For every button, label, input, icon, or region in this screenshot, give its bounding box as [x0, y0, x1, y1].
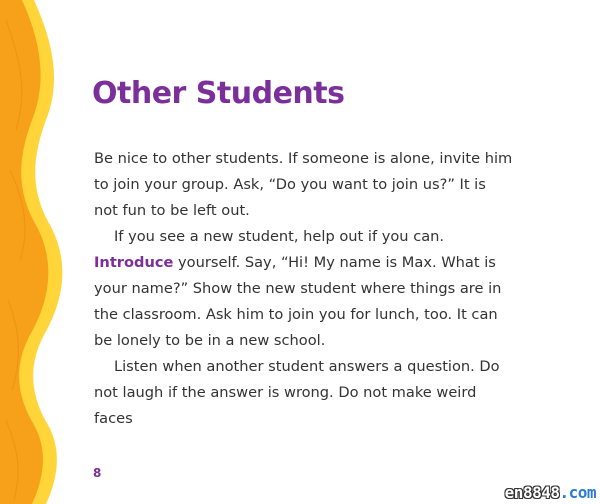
watermark-text: en8848: [504, 483, 560, 502]
body-paragraph: [94, 224, 514, 354]
watermark-accent: .com: [559, 483, 596, 502]
paragraph-text: yourself. Say, “Hi! My name is Max. What is your name?” Show the new student where things are in the classroom. Ask him to join you for lunch, too. It can be lonely to be in a new school.: [94, 254, 502, 349]
body-paragraph: [94, 146, 514, 224]
page-number: 8: [93, 466, 102, 480]
site-watermark: [505, 483, 596, 502]
paragraph-text: Be nice to other students. If someone is alone, invite him to join your group. Ask, “Do you want to join us?” It is not fun to be left out.: [94, 150, 513, 219]
page-title: Other Students: [92, 76, 345, 111]
vocabulary-word: Introduce: [94, 254, 174, 271]
body-paragraph: [94, 354, 514, 432]
paragraph-text: If you see a new student, help out if you can.: [114, 228, 445, 245]
body-text: [94, 146, 514, 432]
paragraph-text: Listen when another student answers a question. Do not laugh if the answer is wrong. Do not make weird faces: [94, 358, 500, 427]
